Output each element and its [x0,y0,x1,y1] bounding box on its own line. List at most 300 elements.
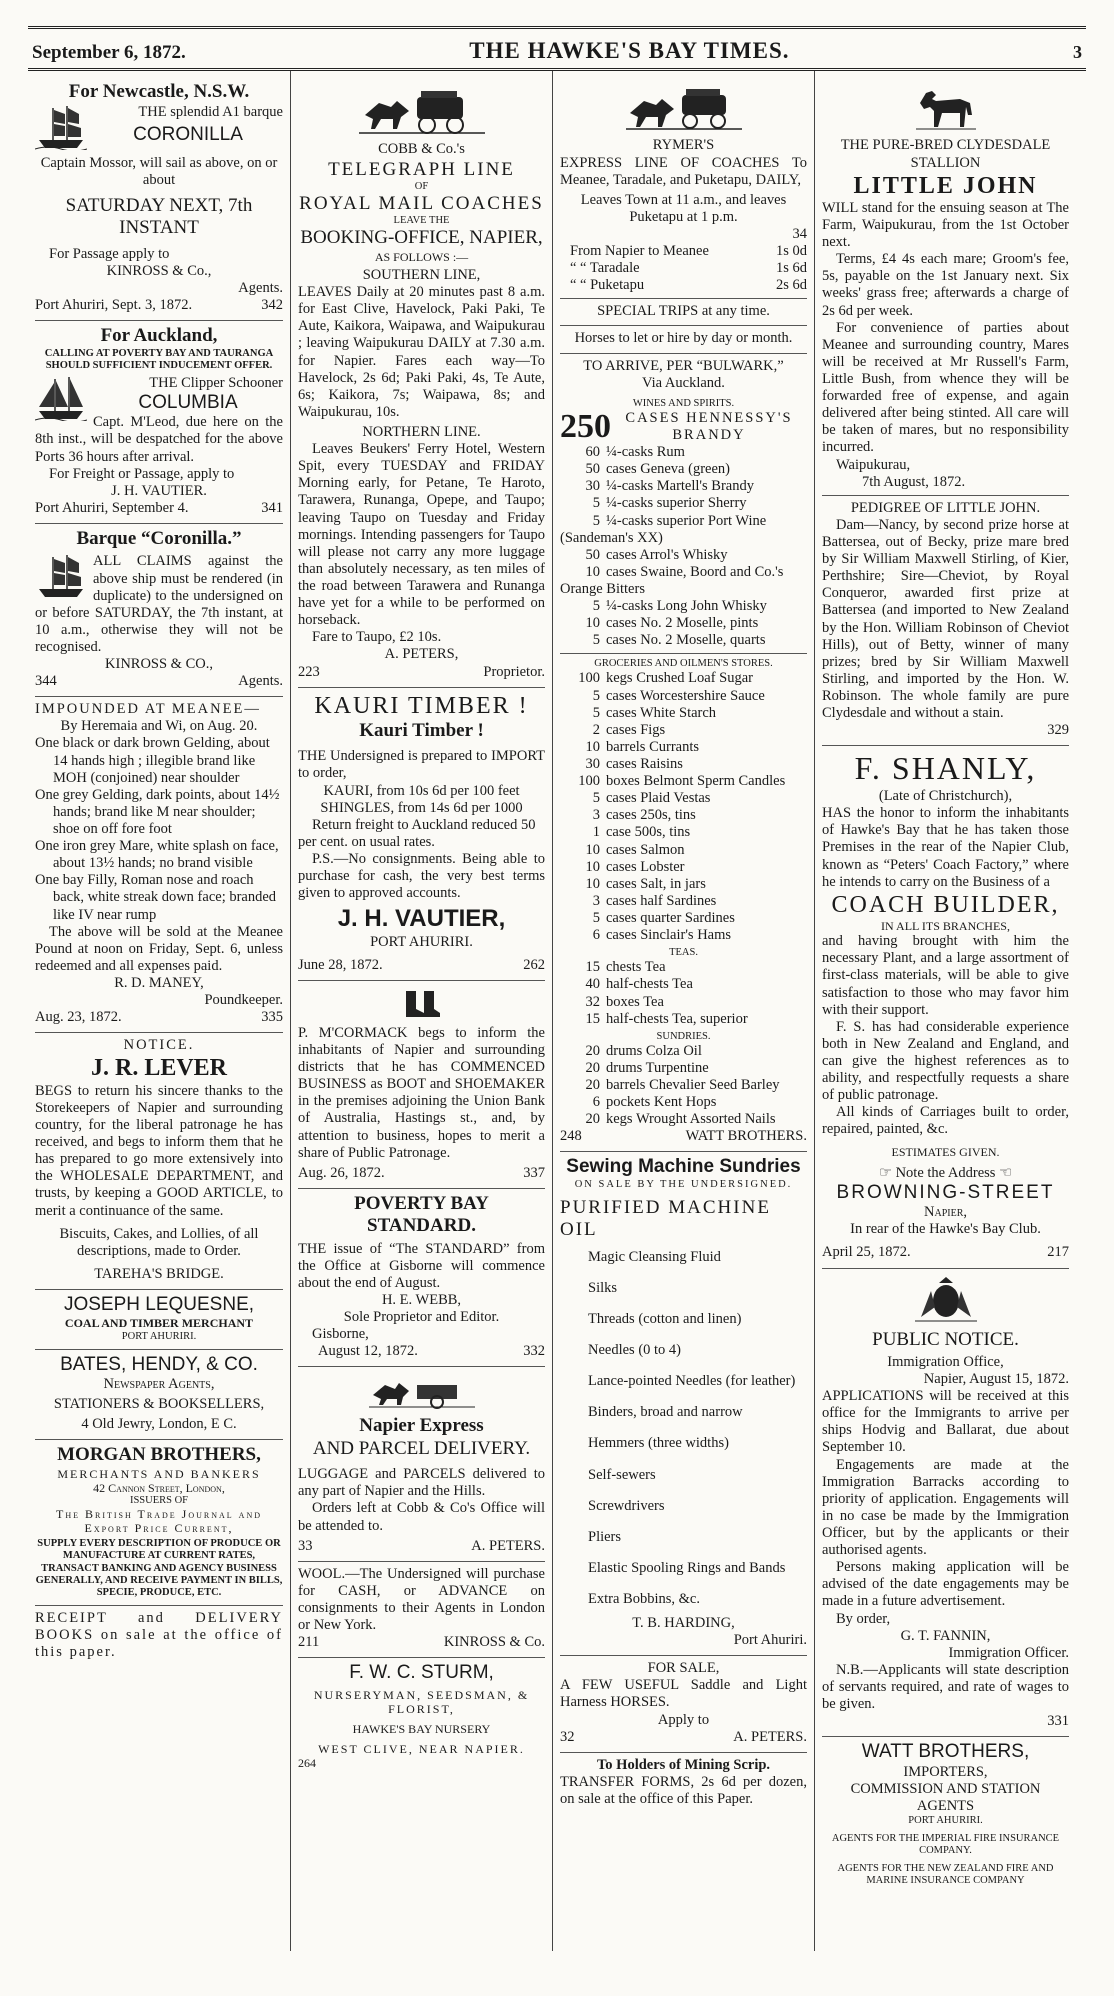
advertiser-name: F. SHANLY, [854,750,1037,787]
ad-title: For Newcastle, N.S.W. [68,81,250,103]
item-name: half-chests Tea, superior [606,1010,748,1027]
list-item [560,790,807,807]
ad-line: IMPORTERS, [903,1763,988,1780]
item-quantity: 40 [585,976,600,993]
ad-lever [35,1033,283,1290]
ad-body: For convenience of parties about Meanee and surrounding country, Mares will be received at Mr Russell's Farm, Little Bush, from whence they will be forwarded free of expense, and again delivered after being stinted. All care will be taken of mares, but no responsibility incurred. [822,319,1069,456]
fare-price: 2s 6d [775,277,807,294]
ad-napier-express [298,1367,545,1561]
item-quantity: 50 [585,546,600,563]
ad-title: FOR SALE, [647,1660,720,1677]
column-2 [290,71,552,1951]
pointing-hand-icon: ☞ [878,1164,896,1181]
item-name: kegs Crushed Loaf Sugar [606,670,753,687]
ad-line: Leaves Town at 11 a.m., and leaves Puketapu at 1 p.m. [580,191,787,225]
item-name: chests Tea [606,959,666,976]
item-name: cases 250s, tins [606,807,696,824]
ad-body: THE Undersigned is prepared to IMPORT to order, [298,748,545,782]
coach-icon [357,85,487,135]
item-name: cases White Starch [606,704,717,721]
ad-note: The above will be sold at the Meanee Pound at noon on Friday, Sept. 6, unless redeemed and all expenses paid. [35,923,283,974]
item-name: boxes Tea [606,993,664,1010]
ad-body: Persons making application will be advised of the date engagements may be made in a future advertisement. [822,1559,1069,1610]
ad-place: TAREHA'S BRIDGE. [94,1265,224,1282]
ad-body: All kinds of Carriages built to order, repaired, painted, &c. [822,1104,1069,1138]
list-item [560,824,807,841]
item-quantity: 15 [585,959,600,976]
ad-poverty-bay [298,1189,545,1368]
ad-number: 344 [35,673,57,690]
issue-date: September 6, 1872. [32,42,186,63]
ad-body: P. M'CORMACK begs to inform the inhabitants of Napier and surrounding districts that he has COMMENCED BUSINESS as BOOT and SHOEMAKER in the premises adjoining the Union Bank of Australia, Hastings st., and, by attention to business, hopes to merit a share of Public Patronage. [298,1024,545,1161]
ad-line: IN ALL ITS BRANCHES, [881,919,1010,934]
list-item: Magic Cleansing Fluid [588,1248,721,1265]
ad-body: WOOL.—The Undersigned will purchase for CASH, or ADVANCE on consignments to their Agents in London or New York. [298,1565,545,1634]
fare-line: Fare to Taupo, £2 10s. [312,629,442,646]
ad-rymer [560,77,807,353]
item-name: cases Swaine, Boord and Co.'s Orange Bitters [560,563,784,597]
ad-number: 223 [298,663,320,680]
advertiser-trade: STATIONERS & BOOKSELLERS, [53,1396,265,1413]
ad-date: August 12, 1872. [318,1343,418,1360]
ad-clydesdale [822,77,1069,746]
journal-name: The British Trade Journal and Export Price Current, [56,1507,262,1536]
section-body: LEAVES Daily at 20 minutes past 8 a.m. for East Clive, Havelock, Paki Paki, Te Aute, Kaikora, Waipawa, and Waipukurau ; leaving Waipukurau DAILY at 7.30 a.m. for Napier. Fares each way—To Havelock, 2s 6d; Paki Paki, 4s, Te Aute, 6s; Kaikora, 7s; Waipawa, 8s; and Waipukurau, 10s. [298,284,545,420]
ad-public-notice [822,1269,1069,1738]
fare-route: From Napier to Meanee [570,243,709,260]
ad-line: AGENTS FOR THE NEW ZEALAND FIRE AND MARINE INSURANCE COMPANY [837,1863,1054,1887]
item-name: case 500s, tins [606,824,691,841]
item-name: cases No. 2 Moselle, pints [606,615,759,632]
list-item: Silks [588,1279,618,1296]
newspaper-title: THE HAWKE'S BAY TIMES. [469,38,790,63]
item-name: cases Worcestershire Sauce [606,687,765,704]
item-quantity: 15 [585,1010,600,1027]
ad-body: EXPRESS LINE OF COACHES To Meanee, Taradale, and Puketapu, DAILY, [560,154,807,188]
ad-body: LUGGAGE and PARCELS delivered to any part of Napier and the Hills. [298,1466,545,1500]
price-line: KAURI, from 10s 6d per 100 feet [323,782,520,799]
item-quantity: 5 [592,687,600,704]
item-quantity: 2 [592,721,600,738]
wines-list [560,444,807,649]
ad-line: Horses to let or hire by day or month. [574,329,793,346]
office-name: Immigration Office, [887,1353,1004,1370]
item-name: cases Lobster [606,858,685,875]
ad-title: Sewing Machine Sundries [566,1156,801,1178]
advertiser-name: T. B. HARDING, [632,1615,735,1632]
ad-bates [35,1350,283,1441]
item-quantity: 20 [585,1077,600,1094]
ad-number: 262 [523,956,545,973]
ad-number: 329 [1047,722,1069,739]
feature-quantity: 250 [560,408,611,445]
ad-line: AGENTS FOR THE IMPERIAL FIRE INSURANCE COMPANY. [831,1833,1060,1857]
ad-receipt [35,1606,283,1667]
item-quantity: 6 [592,1094,600,1111]
nursery-name: HAWKE'S BAY NURSERY [352,1722,491,1737]
ship-name: COLUMBIA [138,391,238,413]
section-heading: TEAS. [669,947,698,959]
list-item [560,1094,807,1111]
advertiser-trade: COAL AND TIMBER MERCHANT [64,1316,254,1331]
advertiser-place: Port Ahuriri. [733,1632,807,1649]
ad-title: Barque “Coronilla.” [76,527,242,549]
item-quantity: 5 [592,598,600,615]
ad-body: Terms, £4 4s each mare; Groom's fee, 5s, payable on the 1st January next. Six weeks' grass free; afterwards a charge of 2s 6d per week. [822,251,1069,319]
officer-name: G. T. FANNIN, [900,1627,991,1644]
section-body: Leaves Beukers' Ferry Hotel, Western Spit, every TUESDAY and FRIDAY Morning early, for Petane, Te Haroto, Tarawera, Runanga, Opepe, and Taupo; leaving Taupo on Tuesday and Friday mornings. Intending passengers for Taupo will please not carry any more luggage than absolutely necessary, as ten miles of the road between Tarawera and Runanga have yet for a while to be performed on horseback. [298,441,545,629]
ad-line: By order, [836,1610,891,1627]
advertiser-trade: MERCHANTS AND BANKERS [57,1466,261,1481]
ad-place: Waipukurau, [836,456,911,473]
item-quantity: 10 [585,563,600,580]
ad-auckland [35,321,283,524]
ad-date: Aug. 26, 1872. [298,1164,385,1181]
ad-body: F. S. has had considerable experience both in New Zealand and England, and can give the highest references as to ability, and respectfully requests a share of public patronage. [822,1018,1069,1104]
list-item: Extra Bobbins, &c. [588,1590,700,1607]
list-item: One iron grey Mare, white splash on face, about 13½ hands; no brand visible [35,838,279,872]
ship-icon [35,104,87,150]
ship-name: CORONILLA [133,123,243,145]
list-item [560,859,807,876]
proprietor-title: Proprietor. [483,663,545,680]
horse-cart-icon [367,1375,477,1409]
item-quantity: 6 [592,927,600,944]
ship-icon [35,553,87,599]
list-item [560,564,807,598]
fare-row [560,277,807,294]
coach-icon [624,85,744,131]
list-item [560,478,807,495]
ad-body: BEGS to return his sincere thanks to the Storekeepers of Napier and surrounding country, for the liberal patronage he has received, and begs to inform them that he has prepared to go more extensively into the WHOLESALE DEPARTMENT, and trusts, by keeping a GOOD ARTICLE, to merit a continuance of the same. [35,1082,283,1219]
item-name: cases Figs [606,721,666,738]
ad-body: APPLICATIONS will be received at this office for the Immigrants to arrive per ships Hodvig and Ballarat, due about September 10. [822,1388,1069,1456]
section-heading: WINES AND SPIRITS. [632,397,735,409]
ad-title: TO ARRIVE, PER “BULWARK,” [583,357,784,374]
list-item [560,893,807,910]
ad-line: Biscuits, Cakes, and Lollies, of all descriptions, made to Order. [59,1225,259,1259]
ad-title: THE PURE-BRED CLYDESDALE STALLION [840,137,1051,171]
list-item [560,927,807,944]
item-name: pockets Kent Hops [606,1094,717,1111]
fare-route: “ “ Taradale [570,260,640,277]
advertiser-name: F. W. C. STURM, [349,1662,494,1684]
item-quantity: 32 [585,993,600,1010]
item-name: cases Plaid Vestas [606,790,711,807]
ad-wool [298,1562,545,1659]
list-item: One bay Filly, Roman nose and roach back, white streak down face; branded like IV near rump [35,872,277,923]
ad-number: 335 [261,1009,283,1026]
fare-price: 1s 6d [775,260,807,277]
ad-barque [35,524,283,697]
item-name: drums Turpentine [606,1059,709,1076]
ad-title: ROYAL MAIL COACHES [299,192,544,214]
list-item [560,976,807,993]
ad-body: and having brought with him the necessary Plant, and a large assortment of first-class materials, will be able to give satisfaction to those who may favor him with their support. [822,933,1069,1018]
item-quantity: 1 [592,824,600,841]
list-item: One black or dark brown Gelding, about 14 hands high ; illegible brand like MOH (conjoined) near shoulder [35,735,270,786]
ad-title: For Auckland, [100,325,218,347]
ad-body: Engagements are made at the Immigration Barracks according to priority of application. Engagements will in no case be made by the Immigration Officer, but by the applicants or their authorised agents. [822,1456,1069,1559]
list-item [560,705,807,722]
item-name: cases Sinclair's Hams [606,927,732,944]
boot-icon [402,989,442,1019]
ad-title: NOTICE. [123,1037,195,1054]
schooner-icon [35,375,87,421]
advertiser-name: WATT BROTHERS, [861,1741,1030,1763]
ad-body: ALL CLAIMS against the above ship must be rendered (in duplicate) to the undersigned on or before SATURDAY, the 7th instant, at 10 a.m., otherwise they will not be recognised. [35,553,283,655]
list-item [560,444,807,461]
ad-bulwark [560,354,807,1153]
section-heading: PURIFIED MACHINE OIL [560,1196,771,1241]
item-quantity: 20 [585,1111,600,1128]
page-number: 3 [1073,42,1082,62]
price-line: SHINGLES, from 14s 6d per 1000 [320,799,523,816]
passage-line: For Passage apply to [49,245,170,262]
item-quantity: 10 [585,738,600,755]
advertiser-line: Newspaper Agents, [103,1376,215,1392]
ad-body: HAS the honor to inform the inhabitants of Hawke's Bay that he has taken those Premises in the rear of the Napier Club, known as “Peters' Coach Factory,” where he intends to carry on the Business of a [822,805,1069,890]
item-name: cases half Sardines [606,892,717,909]
ad-morgan [35,1440,283,1605]
item-name: ¼-casks superior Port Wine (Sandeman's XX) [560,512,767,546]
masthead [28,31,1086,71]
ad-impounded [35,697,283,1033]
item-quantity: 20 [585,1059,600,1076]
advertiser-name: JOSEPH LEQUESNE, [63,1293,255,1315]
ad-cobb [298,77,545,687]
ad-opening: THE splendid A1 barque [138,103,283,120]
street-name: BROWNING-STREET [836,1181,1055,1203]
item-name: cases quarter Sardines [606,910,735,927]
advertiser-name: A. PETERS. [733,1728,807,1745]
item-quantity: 5 [592,704,600,721]
section-heading: SUNDRIES. [656,1030,711,1042]
ad-title: POVERTY BAY STANDARD. [354,1192,489,1237]
groceries-list [560,670,807,944]
freight-line: For Freight or Passage, apply to [49,465,235,482]
item-quantity: 10 [585,615,600,632]
advertiser-role: Sole Proprietor and Editor. [343,1309,500,1326]
list-item [560,876,807,893]
list-item [560,1060,807,1077]
sundries-list [560,1043,807,1129]
ad-kauri [298,688,545,981]
ad-number: 32 [560,1728,575,1745]
item-name: cases No. 2 Moselle, quarts [606,632,766,649]
list-item [560,722,807,739]
advertiser-name: J. R. LEVER [90,1055,228,1082]
advertiser-name: WATT BROTHERS. [685,1128,807,1145]
section-heading: NORTHERN LINE. [362,424,481,440]
ad-captain: Captain Mossor, will sail as above, on or about [40,154,278,188]
list-item [560,513,807,547]
fare-row [560,260,807,277]
agent-title: Agents. [238,673,283,690]
list-item: Threads (cotton and linen) [588,1310,742,1327]
teas-list [560,959,807,1027]
ad-number: 34 [792,225,807,242]
advertiser-name: KINROSS & Co. [443,1634,545,1651]
item-name: boxes Belmont Sperm Candles [606,773,786,790]
ad-number: 211 [298,1634,320,1651]
item-quantity: 10 [585,875,600,892]
royal-arms-icon [911,1277,981,1323]
ad-note: N.B.—Applicants will state description of servants required, and rate of wages to be given. [822,1661,1069,1713]
ad-subtitle: ON SALE BY THE UNDERSIGNED. [574,1178,793,1190]
ad-title: TELEGRAPH LINE [328,158,515,180]
fare-route: “ “ Puketapu [570,277,645,294]
officer-title: Immigration Officer. [948,1644,1069,1661]
pointing-hand-icon: ☜ [995,1164,1013,1181]
list-item: Screwdrivers [588,1497,665,1514]
ad-date: Aug. 23, 1872. [35,1009,122,1026]
pedigree-body: Dam—Nancy, by second prize horse at Battersea, out of Becky, prize mare bred by Sir William Maxwell Stirling, of Kier, Perthshire; Sire—Cheviot, by Royal Conqueror, awarded first prize at Battersea (and imported to New Zealand by the Hon. William Robinson of Cheviot Hills), out of Betty, winner of many prizes; bred by Sir William Maxwell Stirling, and imported by the Hon. W. Robinson. The whole family are pure Clydesdale and without a stain. [822,516,1069,722]
item-quantity: 60 [585,444,600,461]
item-quantity: 5 [592,632,600,649]
list-item: Hemmers (three widths) [588,1435,729,1452]
list-item [560,461,807,478]
ad-mccormack [298,981,545,1189]
list-item [560,632,807,649]
ad-newcastle [35,77,283,321]
item-quantity: 20 [585,1042,600,1059]
ad-line: Return freight to Auckland reduced 50 per cent. on usual rates. [298,816,536,850]
section-heading: PEDIGREE OF LITTLE JOHN. [850,499,1041,516]
ad-line: LEAVE THE [393,215,450,227]
ad-body: RECEIPT and DELIVERY BOOKS on sale at the office of this paper. [35,1609,283,1660]
advertiser-name: J. H. VAUTIER, [337,905,506,933]
list-item [560,1077,807,1094]
fare-price: 1s 0d [775,243,807,260]
advertiser-name: MORGAN BROTHERS, [57,1444,261,1466]
item-name: half-chests Tea [606,976,693,993]
ad-number: 264 [298,1756,316,1771]
item-quantity: 3 [592,807,600,824]
ad-title: KAURI TIMBER ! [314,692,529,719]
agent-name: KINROSS & CO., [105,656,213,673]
advertiser-place: WEST CLIVE, NEAR NAPIER. [318,1742,525,1757]
item-quantity: 100 [578,670,600,687]
item-quantity: 5 [592,790,600,807]
item-quantity: 5 [592,910,600,927]
list-item [560,598,807,615]
list-item [560,842,807,859]
ad-subtitle: AND PARCEL DELIVERY. [312,1437,531,1459]
ad-title: PUBLIC NOTICE. [872,1328,1019,1350]
list-item: Pliers [588,1528,622,1545]
ad-number: 332 [523,1343,545,1360]
list-item: One grey Gelding, dark points, about 14½ hands; brand like M near shoulder; shoe on off fore foot [35,786,280,838]
ad-subtitle: CALLING AT POVERTY BAY AND TAURANGA SHOULD SUFFICIENT INDUCEMENT OFFER. [44,347,274,371]
feature-item: CASES HENNESSY'S BRANDY [625,409,793,443]
ad-title: RYMER'S [652,137,715,154]
item-name: ¼-casks Long John Whisky [606,598,767,615]
section-heading: GROCERIES AND OILMEN'S STORES. [594,658,773,670]
ad-number: 342 [261,297,283,314]
list-item [560,959,807,976]
agent-title: Agents. [238,280,283,297]
sundries-list [560,1242,807,1615]
stallion-name: LITTLE JOHN [853,172,1038,199]
list-item [560,547,807,564]
keeper-title: Poundkeeper. [204,992,283,1009]
list-item: Lance-pointed Needles (for leather) [588,1373,796,1390]
list-item [560,688,807,705]
ad-number: 33 [298,1537,313,1554]
list-item [560,807,807,824]
ad-line: Apply to [657,1711,710,1728]
address-note: Note the Address [895,1164,996,1181]
item-name: cases Salmon [606,841,685,858]
ad-line: COMMISSION AND STATION AGENTS [850,1780,1041,1814]
issuers-line: ISSUERS OF [129,1495,189,1507]
ad-sewing [560,1152,807,1656]
column-4 [814,71,1076,1951]
ad-line: SPECIAL TRIPS at any time. [597,303,770,320]
ad-shanly [822,746,1069,1268]
ad-line: PORT AHURIRI. [908,1815,983,1827]
ad-intro: By Heremaia and Wi, on Aug. 20. [60,718,258,735]
ad-line: In rear of the Hawke's Bay Club. [850,1221,1041,1238]
advertiser-address: 4 Old Jewry, London, E C. [81,1416,237,1433]
ad-body: A FEW USEFUL Saddle and Light Harness HORSES. [560,1677,807,1711]
place-date: Port Ahuriri, September 4. [35,499,189,516]
list-item: Elastic Spooling Rings and Bands [588,1559,786,1576]
ad-opening: THE Clipper Schooner [149,374,283,391]
list-item [560,739,807,756]
item-quantity: 5 [592,495,600,512]
item-name: cases Geneva (green) [606,461,730,478]
columns [28,71,1086,1951]
proprietor-name: A. PETERS, [384,646,459,663]
item-name: ¼-casks superior Sherry [606,495,747,512]
list-item [560,1111,807,1128]
ad-line: AS FOLLOWS :— [374,249,469,264]
item-name: cases Raisins [606,756,683,773]
item-name: barrels Currants [606,738,700,755]
item-name: ¼-casks Rum [606,444,685,461]
ad-date: Napier, August 15, 1872. [923,1371,1069,1388]
ad-date: June 28, 1872. [298,956,383,973]
ad-title: Napier Express [359,1415,484,1437]
ad-title: To Holders of Mining Scrip. [596,1756,771,1773]
item-quantity: 10 [585,841,600,858]
advertiser-name: H. E. WEBB, [381,1292,462,1308]
ad-mining [560,1753,807,1814]
ad-sturm [298,1658,545,1776]
ad-number: 341 [261,499,283,516]
advertiser-trade: NURSERYMAN, SEEDSMAN, & FLORIST, [313,1687,530,1716]
ad-place: Napier, [924,1204,967,1221]
list-item [560,1011,807,1028]
ad-number: 248 [560,1128,582,1145]
ad-lequesne [35,1290,283,1350]
column-3 [552,71,814,1951]
advertiser-place: PORT AHURIRI. [370,933,473,950]
item-quantity: 10 [585,858,600,875]
ad-place: Gisborne, [312,1326,369,1343]
feature-line [560,410,807,444]
advertiser-name: A. PETERS. [471,1537,545,1554]
ad-line: Orders left at Cobb & Co's Office will be attended to. [298,1500,545,1534]
item-quantity: 50 [585,461,600,478]
item-quantity: 100 [578,773,600,790]
column-1 [28,71,290,1951]
place-date: Port Ahuriri, Sept. 3, 1872. [35,297,193,314]
list-item [560,615,807,632]
impounded-list [35,735,283,923]
